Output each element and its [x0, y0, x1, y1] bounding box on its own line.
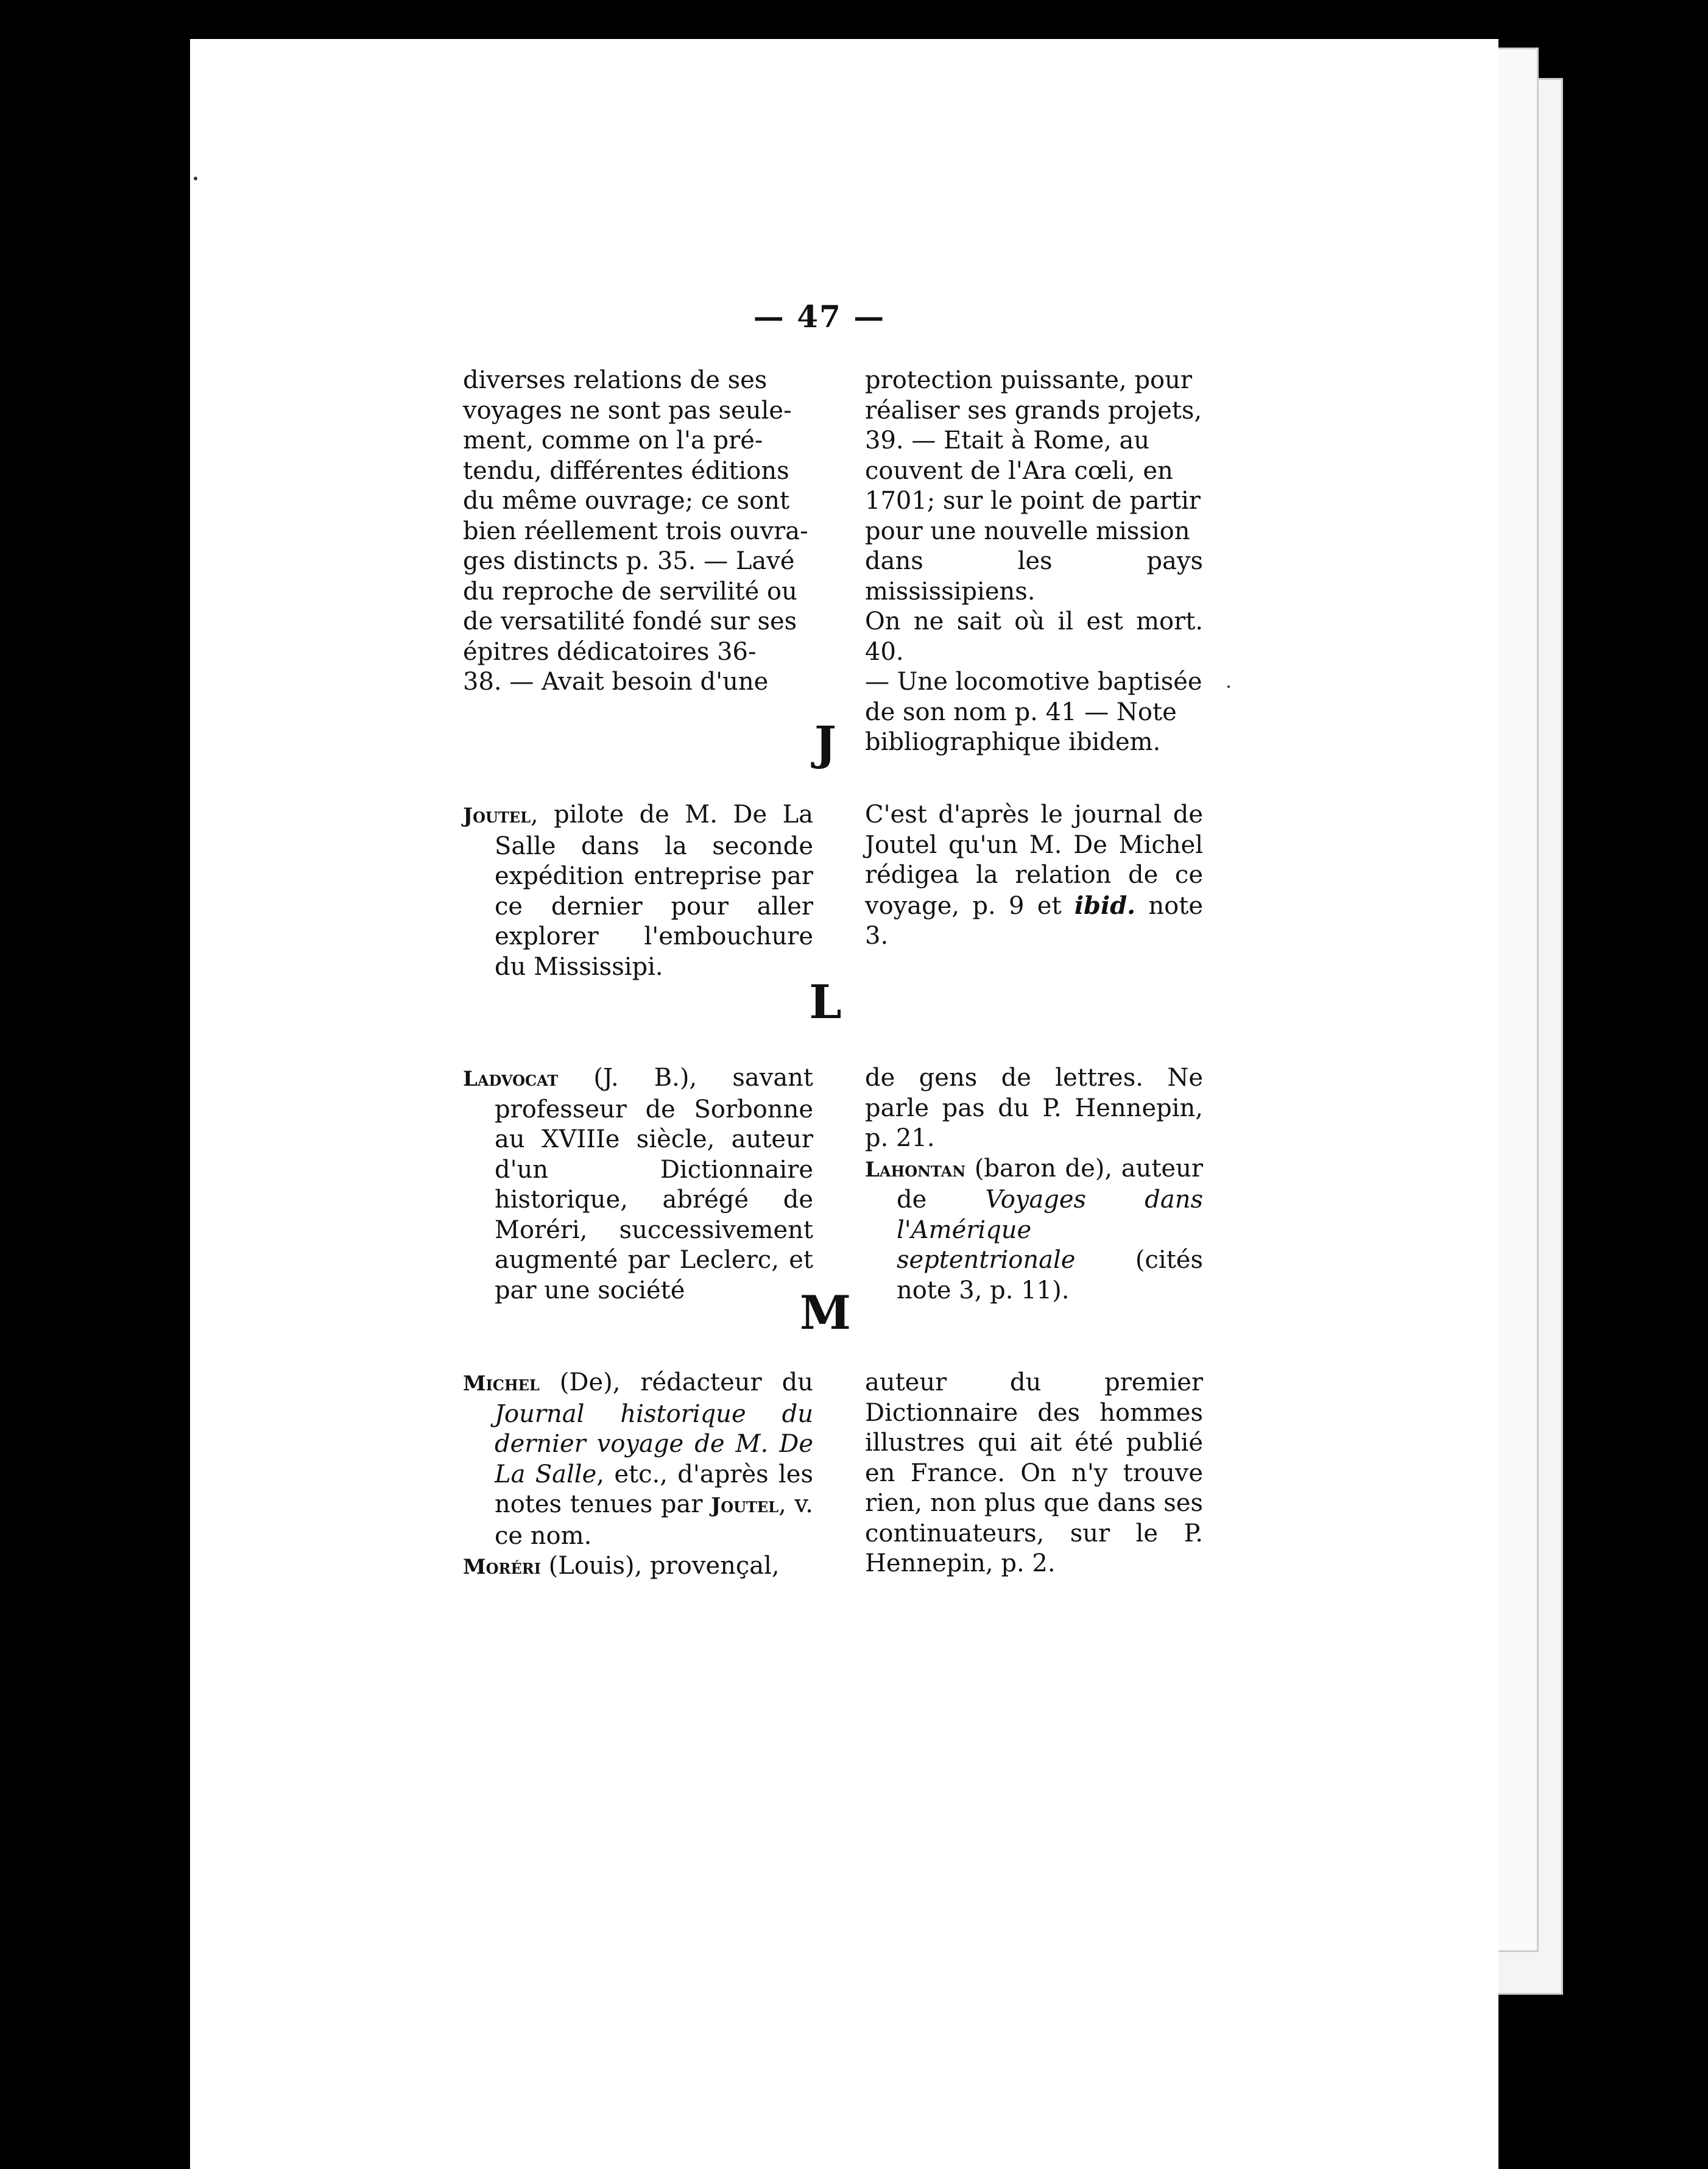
entry-text: , pilote de M. De La Salle dans la seconde expédition entreprise par ce dernier pour aller explorer l'embouchure du Mississipi.	[495, 801, 813, 981]
text-line: bibliographique ibidem.	[865, 728, 1161, 756]
entry-joutel-left	[463, 800, 813, 982]
text-line: tendu, différentes éditions	[463, 456, 789, 485]
scan-speck	[1227, 685, 1230, 688]
text-line: ges distincts p. 35. — Lavé	[463, 547, 795, 575]
entry-text: (J. B.), savant professeur de Sorbonne au XVIIIe siècle, auteur d'un Dictionnaire historique, abrégé de Moréri, successivement augmenté par Leclerc, et par une société	[495, 1064, 813, 1304]
text-line: protection puissante, pour	[865, 366, 1192, 394]
entry-ladvocat-left	[463, 1063, 813, 1306]
entry-text: (cités note 3, p. 11).	[897, 1246, 1203, 1304]
text-line: diverses relations de ses	[463, 366, 768, 394]
entry-text: de gens de lettres. Ne parle pas du P. Hennepin, p. 21.	[865, 1064, 1203, 1152]
text-line: voyages ne sont pas seule-	[463, 396, 792, 425]
text-line: pour une nouvelle mission	[865, 517, 1190, 545]
text-line: de versatilité fondé sur ses	[463, 607, 797, 635]
entry-moreri-right	[865, 1368, 1203, 1579]
entry-text: , etc., d'après les notes tenues par	[495, 1460, 813, 1518]
entry-text: , v. ce nom.	[495, 1490, 813, 1550]
text-line: dans les pays mississipiens.	[865, 547, 1203, 606]
entry-name: Ladvocat	[463, 1067, 559, 1091]
entry-text: (baron de), auteur de	[897, 1154, 1203, 1214]
text-line: — Une locomotive baptisée	[865, 668, 1202, 696]
section-letter-l: L	[809, 975, 842, 1029]
text-line: du reproche de servilité ou	[463, 577, 797, 606]
text-line: bien réellement trois ouvra-	[463, 517, 808, 545]
entry-text: note 3.	[865, 891, 1204, 950]
entry-title: Voyages dans l'Amérique septentrionale	[897, 1186, 1203, 1274]
entry-ladvocat-right	[865, 1063, 1203, 1306]
entry-text: (De), rédacteur du	[539, 1368, 813, 1396]
text-line: 38. — Avait besoin d'une	[463, 668, 769, 696]
entry-name: Moréri	[463, 1555, 541, 1579]
entry-continuation-left	[463, 366, 813, 698]
entry-name: Joutel	[463, 804, 531, 828]
entry-reference: Joutel	[711, 1493, 779, 1518]
entry-name: Michel	[463, 1371, 540, 1396]
scan-speck	[194, 177, 197, 180]
entry-text: C'est d'après le journal de Joutel qu'un M. De Michel rédigea la relation de ce voyage, p. 9 et	[865, 801, 1203, 920]
text-line: 39. — Etait à Rome, au	[865, 426, 1150, 455]
text-line: du même ouvrage; ce sont	[463, 487, 790, 515]
entry-name: Lahontan	[865, 1157, 966, 1182]
text-line: ment, comme on l'a pré-	[463, 426, 763, 455]
text-line: couvent de l'Ara cœli, en	[865, 456, 1173, 485]
text-line: épitres dédicatoires 36-	[463, 637, 757, 666]
page-number: — 47 —	[753, 299, 886, 334]
entry-continuation-right	[865, 366, 1203, 758]
section-letter-m: M	[799, 1286, 852, 1340]
text-line: 1701; sur le point de partir	[865, 487, 1201, 515]
entry-title: Journal historique du dernier voyage de M. De La Salle	[495, 1399, 813, 1488]
text-line: réaliser ses grands projets,	[865, 396, 1202, 425]
entry-ibid: ibid.	[1074, 891, 1136, 920]
scanned-page	[190, 39, 1498, 2169]
entry-text: (Louis), provençal,	[540, 1552, 780, 1580]
text-line: de son nom p. 41 — Note	[865, 698, 1177, 726]
entry-joutel-right	[865, 800, 1203, 952]
entry-text: auteur du premier Dictionnaire des hommes illustres qui ait été publié en France. On n'y trouve rien, non plus que dans ses continuateurs, sur le P. Hennepin, p. 2.	[865, 1368, 1203, 1577]
text-line: On ne sait où il est mort. 40.	[865, 607, 1203, 666]
section-letter-j: J	[814, 716, 836, 770]
entry-michel-left	[463, 1368, 813, 1583]
